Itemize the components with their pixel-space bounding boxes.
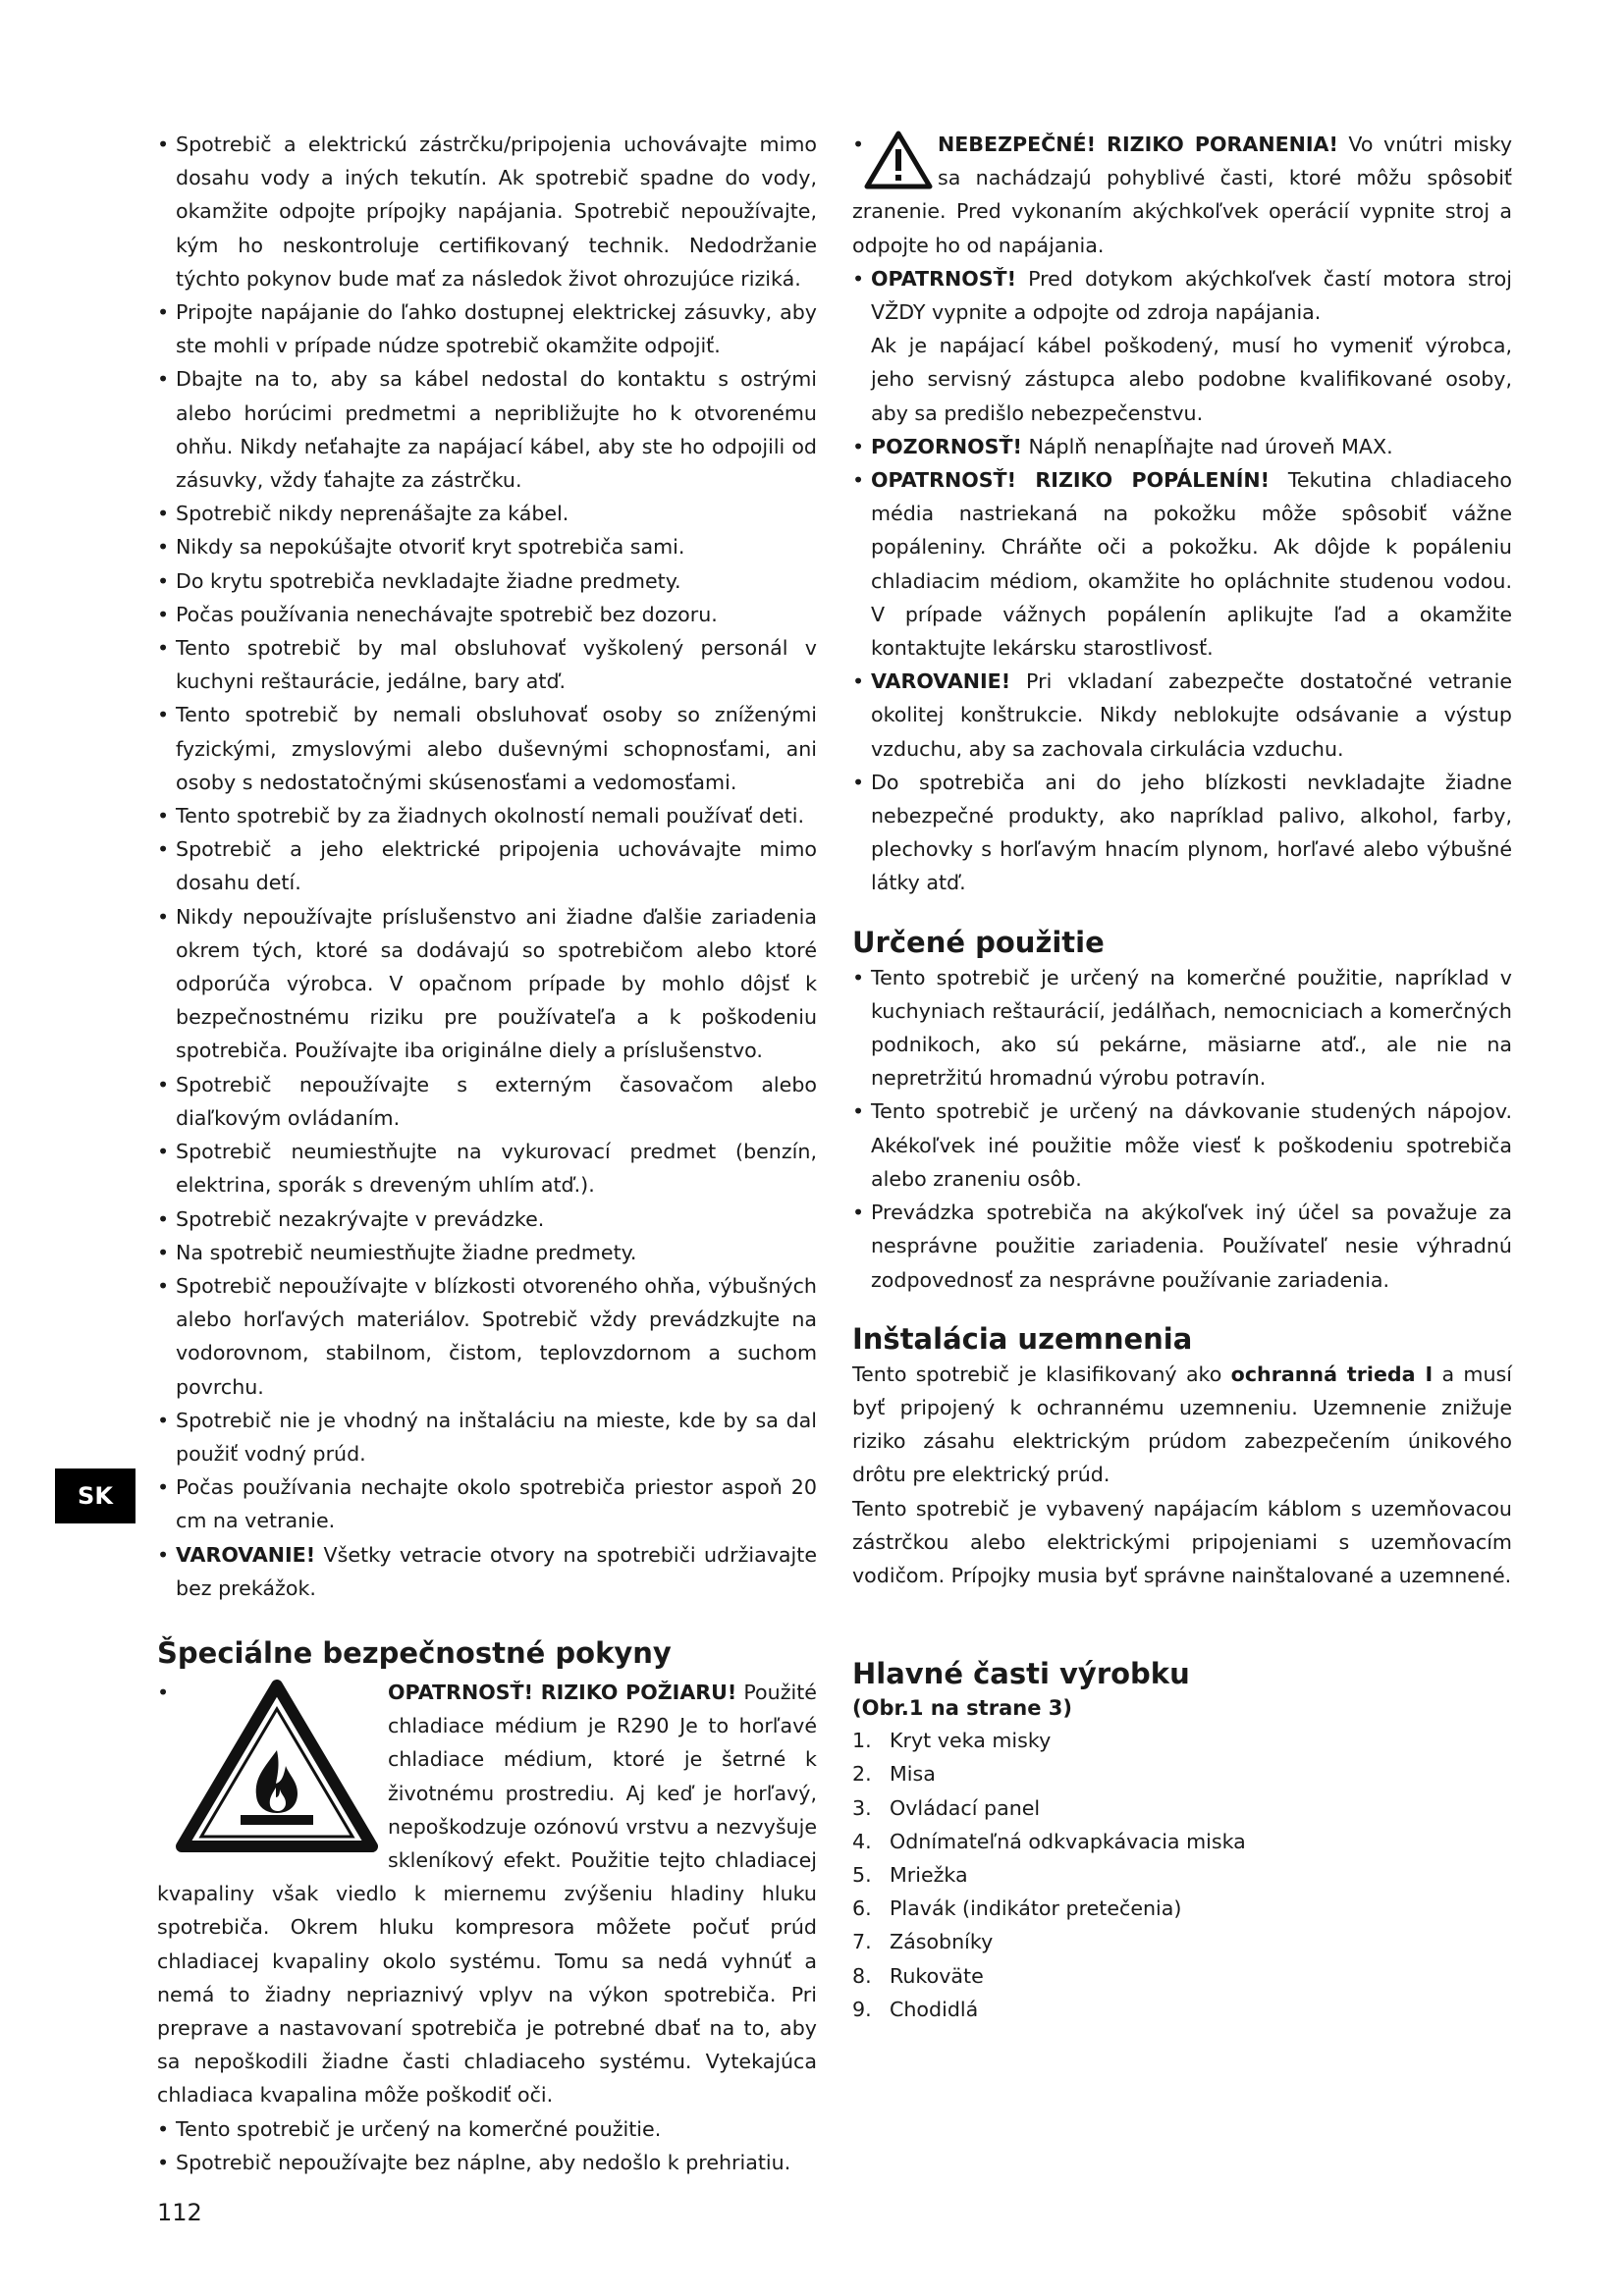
- grounding-paragraph-2: Tento spotrebič je vybavený napájacím káblom s uzemňovacou zástrčkou alebo elektrickými pripojeniami s uzemňovacím vodičom. Prípojky musia byť správne nainštalované a uzemnené.: [852, 1496, 1512, 1587]
- list-item: 4. Odnímateľná odkvapkávacia miska: [852, 1829, 1246, 1853]
- language-tab: SK: [55, 1468, 135, 1523]
- intended-use-heading: Určené použitie: [852, 925, 1105, 959]
- list-item: • Na spotrebič neumiestňujte žiadne predmety.: [157, 1240, 637, 1264]
- list-item: • Dbajte na to, aby sa kábel nedostal do kontaktu s ostrými alebo horúcimi predmetmi a nepribližujte ho k otvorenému ohňu. Nikdy neťahajte za napájací kábel, aby ste ho odpojili od zásuvky, vždy ťahajte za zástrčku.: [157, 367, 817, 493]
- injury-warning: [852, 128, 1512, 262]
- list-item: • Spotrebič a jeho elektrické pripojenia uchovávajte mimo dosahu detí.: [157, 837, 817, 895]
- injury-warning-text: NEBEZPEČNÉ! RIZIKO PORANENIA! Vo vnútri misky sa nachádzajú pohyblivé časti, ktoré môžu spôsobiť zranenie. Pred vykonaním akýchkoľvek operácií vypnite stroj a odpojte ho od napájania.: [852, 133, 1513, 257]
- motor-warning: • OPATRNOSŤ! Pred dotykom akýchkoľvek častí motora stroj VŽDY vypnite a odpojte od zdroja napájania.: [852, 266, 1512, 325]
- list-item: • Tento spotrebič by nemali obsluhovať osoby so zníženými fyzickými, zmyslovými alebo duševnými schopnosťami, ani osoby s nedostatočnými skúsenosťami a vedomosťami.: [157, 703, 817, 794]
- page-number: 112: [157, 2199, 202, 2226]
- list-item: • Tento spotrebič je určený na komerčné použitie, napríklad v kuchyniach reštaurácií, jedálňach, nemocniciach a komerčných podnikoch, ako sú pekárne, mäsiarne atď., ale nie na nepretržitú hromadnú výrobu potravín.: [852, 965, 1512, 1091]
- dangerous-products-note: • Do spotrebiča ani do jeho blízkosti nevkladajte žiadne nebezpečné produkty, ako napríklad palivo, alkohol, farby, plechovky s horľavým hnacím plynom, horľavé alebo výbušné látky atď.: [852, 770, 1512, 895]
- bullet: •: [157, 1680, 170, 1704]
- burn-warning: • OPATRNOSŤ! RIZIKO POPÁLENÍN! Tekutina chladiaceho média nastriekaná na pokožku môže spôsobiť vážne popáleniny. Chráňte oči a pokožku. Ak dôjde k popáleniu chladiacim médiom, okamžite ho opláchnite studenou vodou. V prípade vážnych popálenín aplikujte ľad a okamžite kontaktujte lekársku starostlivosť.: [852, 468, 1512, 661]
- list-item: • Pripojte napájanie do ľahko dostupnej elektrickej zásuvky, aby ste mohli v prípade núdze spotrebič okamžite odpojiť.: [157, 300, 817, 358]
- list-item: • Tento spotrebič by za žiadnych okolností nemali používať deti.: [157, 804, 805, 828]
- parts-list: [852, 1724, 1512, 2026]
- list-item: 8. Rukoväte: [852, 1963, 984, 1988]
- list-item: • Počas používania nenechávajte spotrebič bez dozoru.: [157, 602, 718, 626]
- list-item: 5. Mriežka: [852, 1862, 968, 1887]
- main-parts-subheading: (Obr.1 na strane 3): [852, 1696, 1072, 1721]
- list-item: • Spotrebič a elektrickú zástrčku/pripojenia uchovávajte mimo dosahu vody a iných tekutín. Ak spotrebič spadne do vody, okamžite odpojte prípojky napájania. Spotrebič nepoužívajte, kým ho neskontroluje certifikovaný technik. Nedodržanie týchto pokynov bude mať za následok život ohrozujúce riziká.: [157, 133, 817, 291]
- ventilation-warning: • VAROVANIE! Pri vkladaní zabezpečte dostatočné vetranie okolitej konštrukcie. Nikdy neblokujte odsávanie a výstup vzduchu, aby sa zachovala cirkulácia vzduchu.: [852, 669, 1512, 761]
- flammable-warning-icon: [176, 1680, 378, 1852]
- warning-triangle-icon: [863, 130, 934, 190]
- list-item: 2. Misa: [852, 1762, 936, 1787]
- list-item: • Spotrebič nepoužívajte v blízkosti otvoreného ohňa, výbušných alebo horľavých materiálov. Spotrebič vždy prevádzkujte na vodorovnom, stabilnom, čistom, teplovzdornom a suchom povrchu.: [157, 1273, 817, 1399]
- max-warning: • POZORNOSŤ! Náplň nenapĺňajte nad úroveň MAX.: [852, 434, 1393, 458]
- list-item: • Do krytu spotrebiča nevkladajte žiadne predmety.: [157, 568, 681, 593]
- list-item: • Spotrebič nie je vhodný na inštaláciu na mieste, kde by sa dal použiť vodný prúd.: [157, 1408, 817, 1466]
- list-item: • Nikdy sa nepokúšajte otvoriť kryt spotrebiča sami.: [157, 535, 685, 560]
- fire-warning-block: [157, 1676, 817, 2179]
- list-item: • Počas používania nechajte okolo spotrebiča priestor aspoň 20 cm na vetranie.: [157, 1475, 817, 1533]
- right-column: [852, 128, 1512, 2026]
- list-item: 3. Ovládací panel: [852, 1795, 1041, 1820]
- list-item: • Spotrebič nikdy neprenášajte za kábel.: [157, 502, 569, 526]
- bullet: •: [852, 133, 865, 156]
- list-item: • Spotrebič nepoužívajte s externým časovačom alebo diaľkovým ovládaním.: [157, 1072, 817, 1130]
- list-item: • Spotrebič neumiestňujte na vykurovací predmet (benzín, elektrina, sporák s dreveným uhlím atď.).: [157, 1140, 817, 1198]
- cable-note: Ak je napájací kábel poškodený, musí ho vymeniť výrobca, jeho servisný zástupca alebo podobne kvalifikované osoby, aby sa predišlo nebezpečenstvu.: [871, 334, 1512, 425]
- list-item: • Tento spotrebič by mal obsluhovať vyškolený personál v kuchyni reštaurácie, jedálne, bary atď.: [157, 636, 817, 694]
- left-column: [157, 128, 817, 2179]
- list-item: • Tento spotrebič je určený na dávkovanie studených nápojov. Akékoľvek iné použitie môže viesť k poškodeniu spotrebiča alebo zraneniu osôb.: [852, 1099, 1512, 1191]
- grounding-paragraph-1: Tento spotrebič je klasifikovaný ako ochranná trieda I a musí byť pripojený k ochrannému uzemneniu. Uzemnenie znižuje riziko zásahu elektrickým prúdom zabezpečením únikového drôtu pre elektrický prúd.: [852, 1362, 1512, 1487]
- list-item: • Prevádzka spotrebiča na akýkoľvek iný účel sa považuje za nesprávne použitie zariadenia. Používateľ nesie výhradnú zodpovednosť za nesprávne používanie zariadenia.: [852, 1201, 1512, 1292]
- list-item: 1. Kryt veka misky: [852, 1729, 1052, 1753]
- warning-vents: • VAROVANIE! Všetky vetracie otvory na spotrebiči udržiavajte bez prekážok.: [157, 1542, 817, 1600]
- list-item: 6. Plavák (indikátor pretečenia): [852, 1896, 1182, 1921]
- list-item: 7. Zásobníky: [852, 1930, 994, 1954]
- list-item: • Spotrebič nezakrývajte v prevádzke.: [157, 1206, 545, 1231]
- list-item: • Nikdy nepoužívajte príslušenstvo ani žiadne ďalšie zariadenia okrem tých, ktoré sa dodávajú so spotrebičom alebo ktoré odporúča výrobca. V opačnom prípade by mohlo dôjsť k bezpečnostnému riziku pre používateľa a k poškodeniu spotrebiča. Používajte iba originálne diely a príslušenstvo.: [157, 904, 817, 1063]
- list-item: • Tento spotrebič je určený na komerčné použitie.: [157, 2116, 662, 2141]
- list-item: 9. Chodidlá: [852, 1997, 979, 2021]
- grounding-heading: Inštalácia uzemnenia: [852, 1321, 1193, 1356]
- special-safety-heading: Špeciálne bezpečnostné pokyny: [157, 1635, 672, 1670]
- main-parts-heading: Hlavné časti výrobku: [852, 1657, 1190, 1691]
- fire-warning-text: OPATRNOSŤ! RIZIKO POŽIARU! Použité chladiace médium je R290 Je to horľavé chladiace médium, ktoré je šetrné k životnému prostrediu. Aj keď je horľavý, nepoškodzuje ozónovú vrstvu a nezvyšuje skleníkový efekt. Použitie tejto chladiacej kvapaliny však viedlo k miernemu zvýšeniu hladiny hluku spotrebiča. Okrem hluku kompresora môžete počuť prúd chladiacej kvapaliny okolo systému. Tomu sa nedá vyhnúť a nemá to žiadny nepriaznivý vplyv na výkon spotrebiča. Pri preprave a nastavovaní spotrebiča je potrebné dbať na to, aby sa nepoškodili žiadne časti chladiaceho systému. Vytekajúca chladiaca kvapalina môže poškodiť oči.: [157, 1680, 817, 2108]
- safety-bullets-1: [157, 128, 817, 1605]
- list-item: • Spotrebič nepoužívajte bez náplne, aby nedošlo k prehriatiu.: [157, 2150, 791, 2174]
